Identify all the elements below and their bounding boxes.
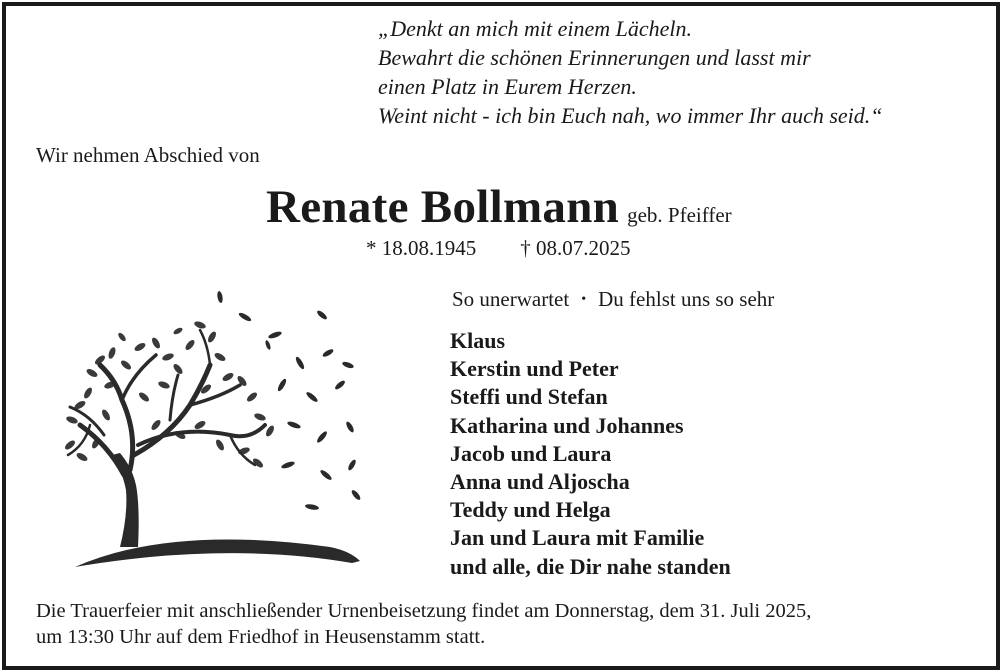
quote-line: Bewahrt die schönen Erinnerungen und lasst mir	[378, 45, 811, 70]
tagline-left: So unerwartet	[452, 287, 570, 311]
mourner-item: Steffi und Stefan	[450, 384, 608, 410]
funeral-info	[36, 598, 811, 650]
memorial-quote	[378, 14, 978, 130]
intro-text: Wir nehmen Abschied von	[36, 143, 260, 167]
tagline-right: Du fehlst uns so sehr	[598, 287, 775, 311]
mourner-item: Jan und Laura mit Familie	[450, 525, 705, 551]
mourner-item: Jacob und Laura	[450, 440, 612, 466]
tagline	[452, 287, 774, 312]
birth-date: * 18.08.1945	[366, 236, 477, 260]
funeral-info-line: um 13:30 Uhr auf dem Friedhof in Heusenstamm statt.	[36, 626, 486, 648]
mourner-item: Teddy und Helga	[450, 497, 611, 523]
quote-line: einen Platz in Eurem Herzen.	[378, 74, 637, 99]
mourner-item: Kerstin und Peter	[450, 356, 619, 382]
quote-line: „Denkt an mich mit einem Lächeln.	[378, 16, 693, 41]
mourner-item: Anna und Aljoscha	[450, 469, 630, 495]
death-date: † 08.07.2025	[520, 236, 631, 260]
deceased-name: Renate Bollmann	[266, 181, 620, 233]
mourner-item: und alle, die Dir nahe standen	[450, 553, 731, 579]
maiden-name: geb. Pfeiffer	[627, 203, 732, 227]
mourner-item: Katharina und Johannes	[450, 412, 684, 438]
windblown-tree-icon	[60, 285, 380, 575]
mourners-list	[450, 327, 731, 581]
life-dates	[366, 236, 631, 261]
funeral-info-line: Die Trauerfeier mit anschließender Urnenbeisetzung findet am Donnerstag, dem 31. Juli 2025,	[36, 600, 812, 622]
mourner-item: Klaus	[450, 328, 506, 353]
deceased-heading	[266, 180, 732, 234]
quote-line: Weint nicht - ich bin Euch nah, wo immer Ihr auch seid.“	[378, 103, 883, 128]
bullet-separator: •	[581, 292, 587, 307]
